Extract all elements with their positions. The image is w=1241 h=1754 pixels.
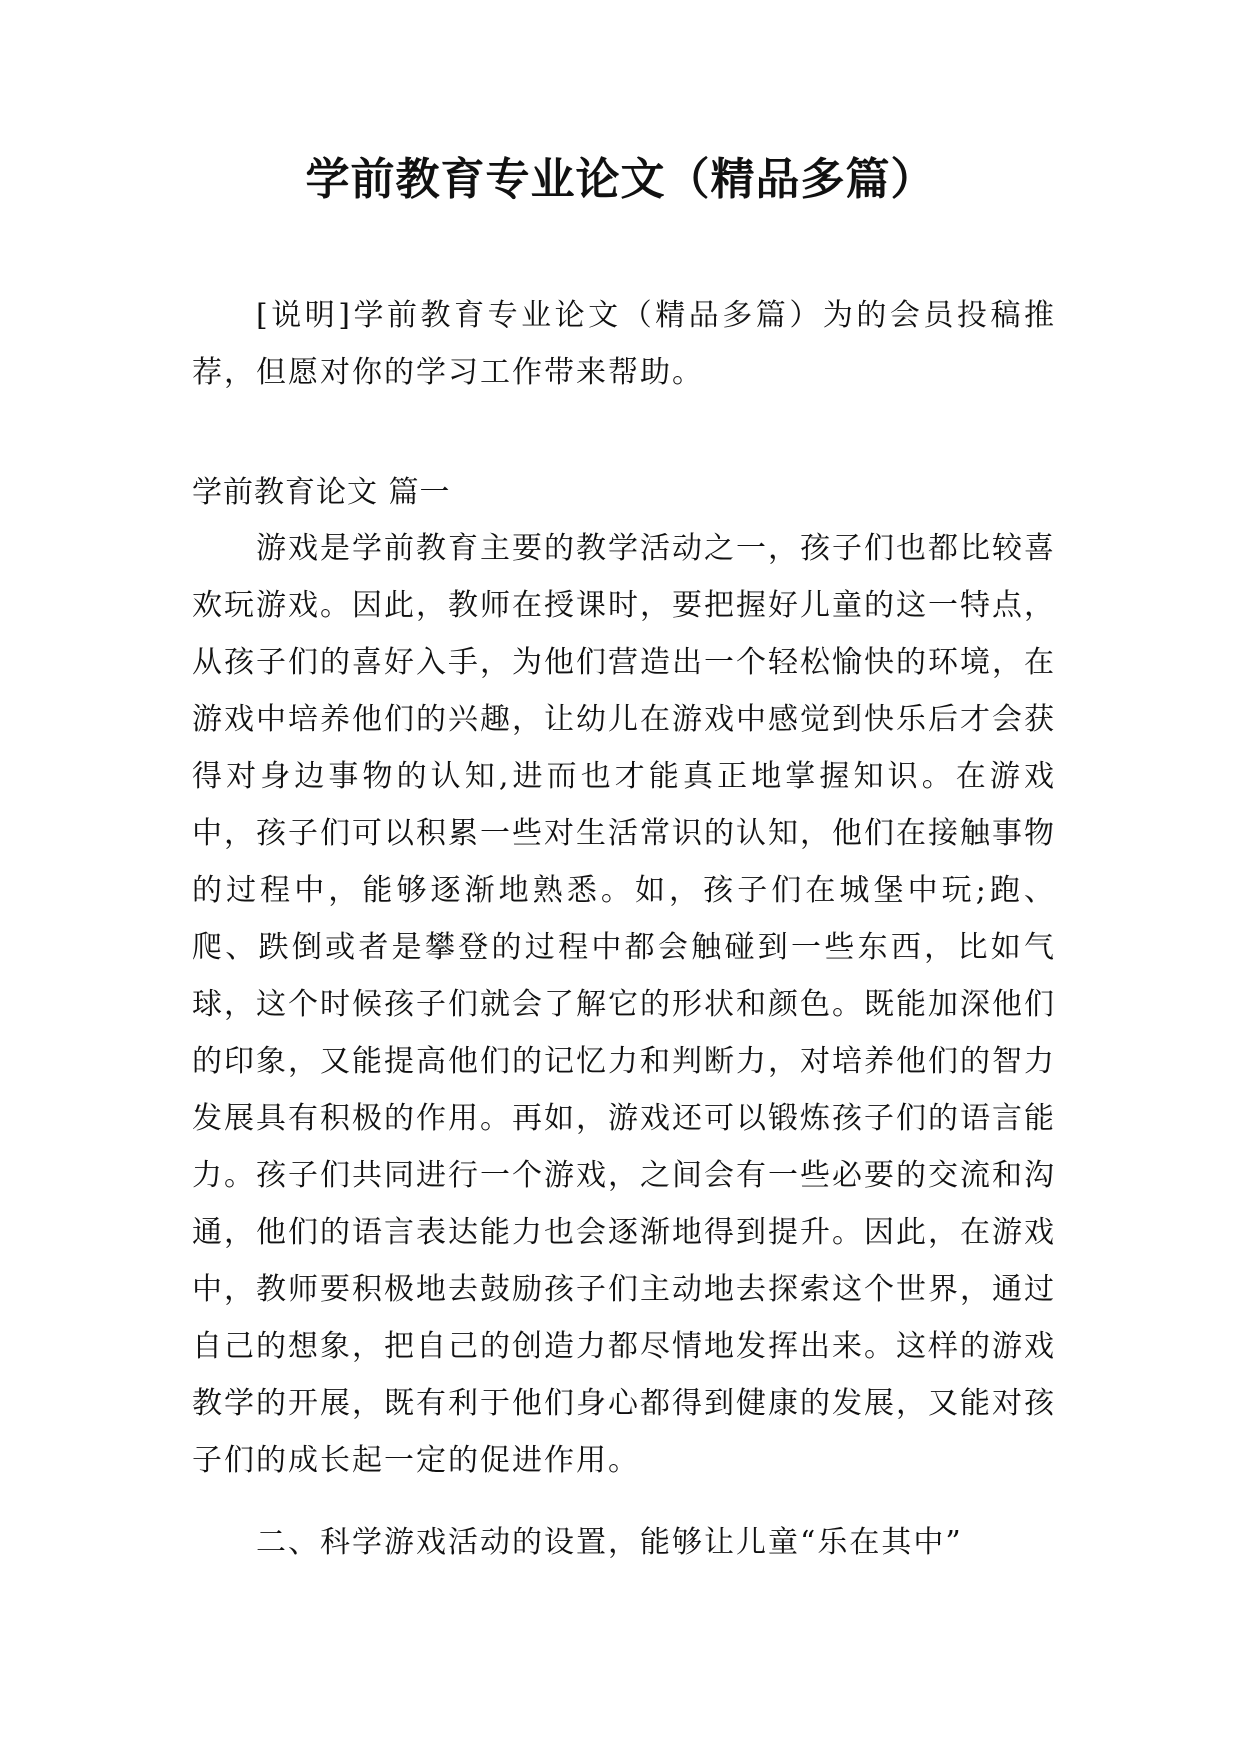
subsection-heading: 二、科学游戏活动的设置，能够让儿童“乐在其中” — [256, 1525, 963, 1560]
intro-paragraph: [说明]学前教育专业论文（精品多篇）为的会员投稿推荐，但愿对你的学习工作带来帮助。 — [192, 298, 1056, 390]
document-title: 学前教育专业论文（精品多篇） — [305, 154, 936, 205]
body-paragraph: 游戏是学前教育主要的教学活动之一，孩子们也都比较喜欢玩游戏。因此，教师在授课时，要把握好儿童的这一特点，从孩子们的喜好入手，为他们营造出一个轻松愉快的环境，在游戏中培养他们的兴趣，让幼儿在游戏中感觉到快乐后才会获得对身边事物的认知,进而也才能真正地掌握知识。在游戏中，孩子们可以积累一些对生活常识的认知，他们在接触事物的过程中，能够逐渐地熟悉。如，孩子们在城堡中玩;跑、爬、跌倒或者是攀登的过程中都会触碰到一些东西，比如气球，这个时候孩子们就会了解它的形状和颜色。既能加深他们的印象，又能提高他们的记忆力和判断力，对培养他们的智力发展具有积极的作用。再如，游戏还可以锻炼孩子们的语言能力。孩子们共同进行一个游戏，之间会有一些必要的交流和沟通，他们的语言表达能力也会逐渐地得到提升。因此，在游戏中，教师要积极地去鼓励孩子们主动地去探索这个世界，通过自己的想象，把自己的创造力都尽情地发挥出来。这样的游戏教学的开展，既有利于他们身心都得到健康的发展，又能对孩子们的成长起一定的促进作用。 — [192, 531, 1056, 1478]
section-heading: 学前教育论文 篇一 — [192, 475, 451, 510]
